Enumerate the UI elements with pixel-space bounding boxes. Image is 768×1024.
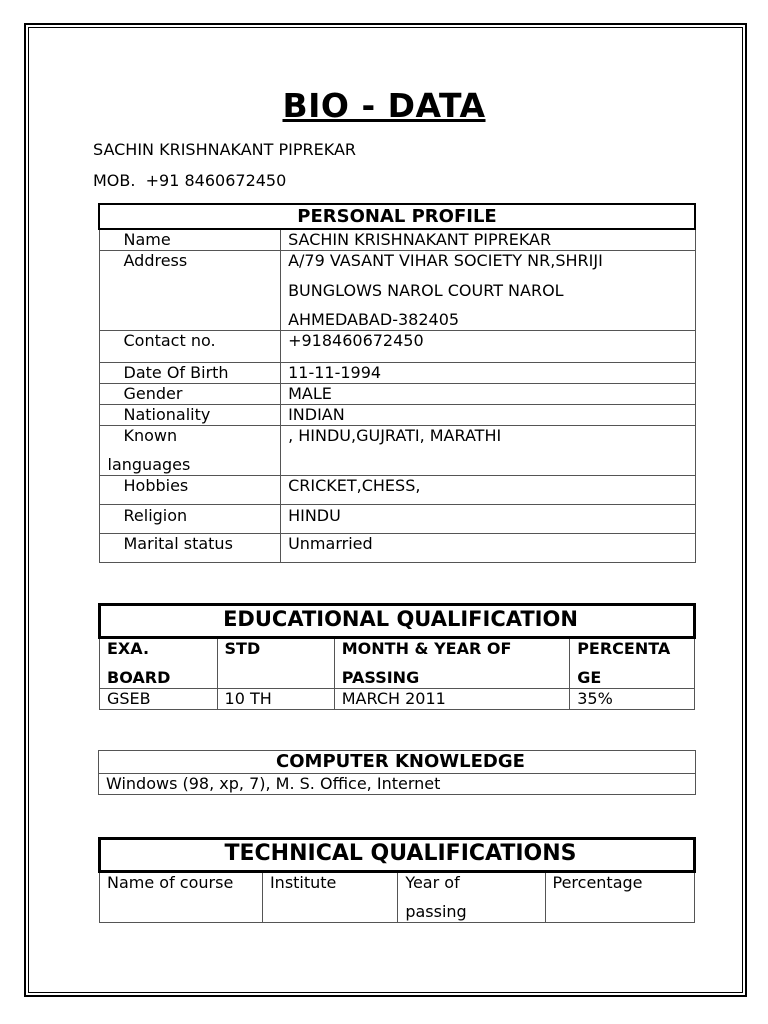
computer-knowledge-heading: COMPUTER KNOWLEDGE (99, 751, 696, 774)
edu-percentage: 35% (570, 689, 695, 710)
address-line-3: AHMEDABAD-382405 (288, 310, 460, 329)
label-languages-line-2: languages (107, 455, 191, 474)
value-dob: 11-11-1994 (281, 363, 695, 384)
personal-profile-heading: PERSONAL PROFILE (99, 204, 695, 229)
label-dob: Date Of Birth (99, 363, 281, 384)
document-title: BIO - DATA (282, 86, 486, 125)
edu-header-std: STD (217, 638, 334, 689)
edu-header-board-line-2: BOARD (107, 668, 171, 687)
computer-knowledge-table (98, 750, 696, 795)
edu-header-percentage-line-1: PERCENTA (577, 639, 671, 658)
education-table (98, 603, 696, 710)
tech-header-course: Name of course (100, 872, 263, 923)
label-nationality: Nationality (99, 405, 281, 426)
edu-header-percentage-line-2: GE (577, 668, 602, 687)
value-languages: , HINDU,GUJRATI, MARATHI (281, 426, 695, 476)
technical-heading: TECHNICAL QUALIFICATIONS (100, 839, 695, 872)
label-marital-status: Marital status (99, 534, 281, 563)
edu-header-board (100, 638, 218, 689)
mobile-number: MOB. +91 8460672450 (93, 171, 287, 190)
value-hobbies: CRICKET,CHESS, (281, 476, 695, 505)
tech-header-year-line-2: passing (405, 902, 467, 921)
label-contact: Contact no. (99, 331, 281, 363)
technical-qualifications-table (98, 837, 696, 923)
computer-knowledge-value: Windows (98, xp, 7), M. S. Office, Internet (99, 774, 696, 795)
value-marital-status: Unmarried (281, 534, 695, 563)
value-address (281, 251, 695, 331)
value-gender: MALE (281, 384, 695, 405)
label-religion: Religion (99, 505, 281, 534)
label-gender: Gender (99, 384, 281, 405)
value-contact: +918460672450 (281, 331, 695, 363)
address-line-2: BUNGLOWS NAROL COURT NAROL (288, 281, 564, 300)
label-address: Address (99, 251, 281, 331)
candidate-name: SACHIN KRISHNAKANT PIPREKAR (93, 140, 357, 159)
tech-header-percentage: Percentage (545, 872, 695, 923)
edu-board: GSEB (100, 689, 218, 710)
education-heading: EDUCATIONAL QUALIFICATION (100, 605, 695, 638)
edu-header-month-year-line-1: MONTH & YEAR OF (341, 639, 512, 658)
label-languages-line-1: Known (123, 426, 178, 445)
edu-header-month-year (334, 638, 569, 689)
edu-std: 10 TH (217, 689, 334, 710)
value-nationality: INDIAN (281, 405, 695, 426)
edu-header-board-line-1: EXA. (107, 639, 150, 658)
edu-header-month-year-line-2: PASSING (341, 668, 420, 687)
edu-header-percentage (570, 638, 695, 689)
label-languages (99, 426, 281, 476)
label-name: Name (99, 229, 281, 251)
personal-profile-table (98, 203, 696, 563)
label-hobbies: Hobbies (99, 476, 281, 505)
tech-header-year-line-1: Year of (405, 873, 460, 892)
edu-passing: MARCH 2011 (334, 689, 569, 710)
tech-header-year (398, 872, 545, 923)
value-religion: HINDU (281, 505, 695, 534)
address-line-1: A/79 VASANT VIHAR SOCIETY NR,SHRIJI (288, 251, 603, 270)
tech-header-institute: Institute (262, 872, 397, 923)
value-name: SACHIN KRISHNAKANT PIPREKAR (281, 229, 695, 251)
